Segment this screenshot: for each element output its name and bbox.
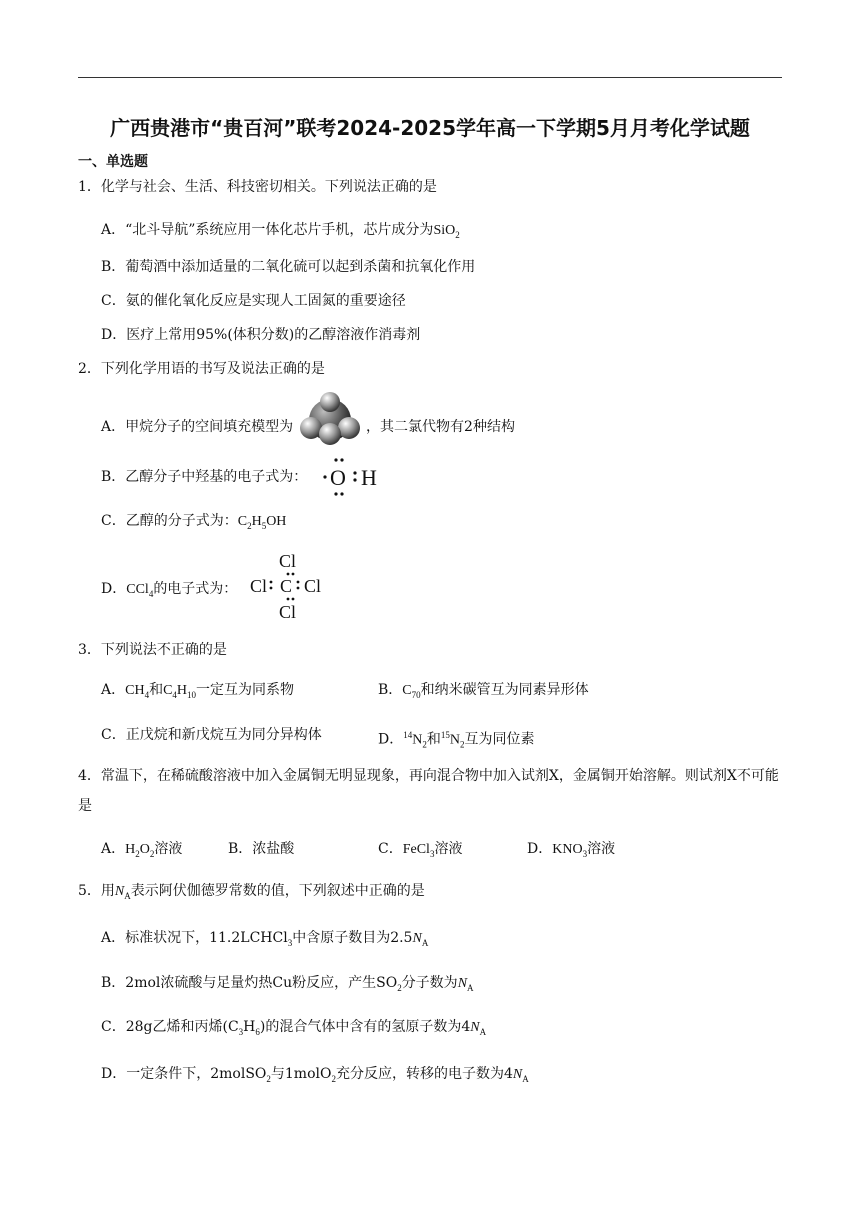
question-1-option-b: B．葡萄酒中添加适量的二氧化硫可以起到杀菌和抗氧化作用 bbox=[101, 259, 476, 275]
question-5-stem: 5．用$N_A$表示阿伏伽德罗常数的值，下列叙述中正确的是 bbox=[78, 883, 425, 901]
question-3-option-c: C．正戊烷和新戊烷互为同分异构体 bbox=[101, 727, 322, 743]
question-4-option-d: D．$KNO_3$溶液 bbox=[527, 841, 616, 859]
question-1-option-a: A．“北斗导航”系统应用一体化芯片手机，芯片成分为SiO$_2$ bbox=[101, 222, 460, 240]
ccl4-electron-formula bbox=[248, 548, 332, 624]
question-3-stem: 3．下列说法不正确的是 bbox=[78, 642, 227, 658]
svg-text:Cl: Cl bbox=[304, 576, 322, 596]
question-2-option-d: D．CCl$_4$的电子式为： bbox=[101, 581, 238, 599]
svg-text:O: O bbox=[330, 465, 346, 490]
question-4-option-c: C．FeCl$_3$溶液 bbox=[378, 841, 463, 859]
svg-text:H: H bbox=[361, 465, 377, 490]
hydroxyl-electron-formula bbox=[322, 454, 386, 498]
svg-text:C: C bbox=[280, 576, 293, 596]
question-3-option-d: D．$^{14}N_2$和$^{15}N_2$互为同位素 bbox=[378, 730, 535, 750]
question-3-option-a: A．$CH_4$和$C_4H_{10}$一定互为同系物 bbox=[101, 682, 295, 700]
question-4-option-b: B．浓盐酸 bbox=[228, 841, 295, 857]
question-2-stem: 2．下列化学用语的书写及说法正确的是 bbox=[78, 361, 325, 377]
svg-text:Cl: Cl bbox=[279, 602, 297, 622]
question-5-option-c: C．28g乙烯和丙烯$(C_3H_6)$的混合气体中含有的氢原子数为$4N_A$ bbox=[101, 1019, 487, 1037]
question-1-option-c: C．氨的催化氧化反应是实现人工固氮的重要途径 bbox=[101, 293, 406, 309]
question-5-option-b: B．2mol浓硫酸与足量灼热Cu粉反应，产生$SO_2$分子数为$N_A$ bbox=[101, 975, 474, 993]
question-5-option-a: A．标准状况下，11.2LCHCl$_3$中含原子数目为$2.5N_A$ bbox=[101, 930, 429, 948]
page-title: 广西贵港市“贵百河”联考2024-2025学年高一下学期5月月考化学试题 bbox=[110, 116, 750, 140]
question-2-option-b: B．乙醇分子中羟基的电子式为： bbox=[101, 469, 308, 485]
question-4-stem: 4．常温下，在稀硫酸溶液中加入金属铜无明显现象，再向混合物中加入试剂X，金属铜开始溶解。则试剂X不可能是 bbox=[78, 768, 779, 814]
question-1-stem: 1．化学与社会、生活、科技密切相关。下列说法正确的是 bbox=[78, 179, 437, 195]
question-2-option-c: C．乙醇的分子式为：$C_2H_5OH$ bbox=[101, 513, 287, 531]
question-5-option-d: D．一定条件下，2molSO$_2$与1molO$_2$充分反应，转移的电子数为$4N_A$ bbox=[101, 1066, 529, 1084]
question-4-option-a: A．$H_2O_2$溶液 bbox=[101, 841, 183, 859]
question-2-option-a: A．甲烷分子的空间填充模型为 ，其二氯代物有2种结构 bbox=[101, 408, 515, 446]
svg-text:Cl: Cl bbox=[279, 551, 297, 571]
methane-space-filling-model bbox=[298, 390, 362, 446]
question-3-option-b: B．$C_{70}$和纳米碳管互为同素异形体 bbox=[378, 682, 589, 700]
svg-text:Cl: Cl bbox=[250, 576, 268, 596]
section-heading: 一、单选题 bbox=[78, 154, 148, 170]
top-rule bbox=[78, 77, 782, 78]
question-1-option-d: D．医疗上常用95%(体积分数)的乙醇溶液作消毒剂 bbox=[101, 327, 421, 343]
